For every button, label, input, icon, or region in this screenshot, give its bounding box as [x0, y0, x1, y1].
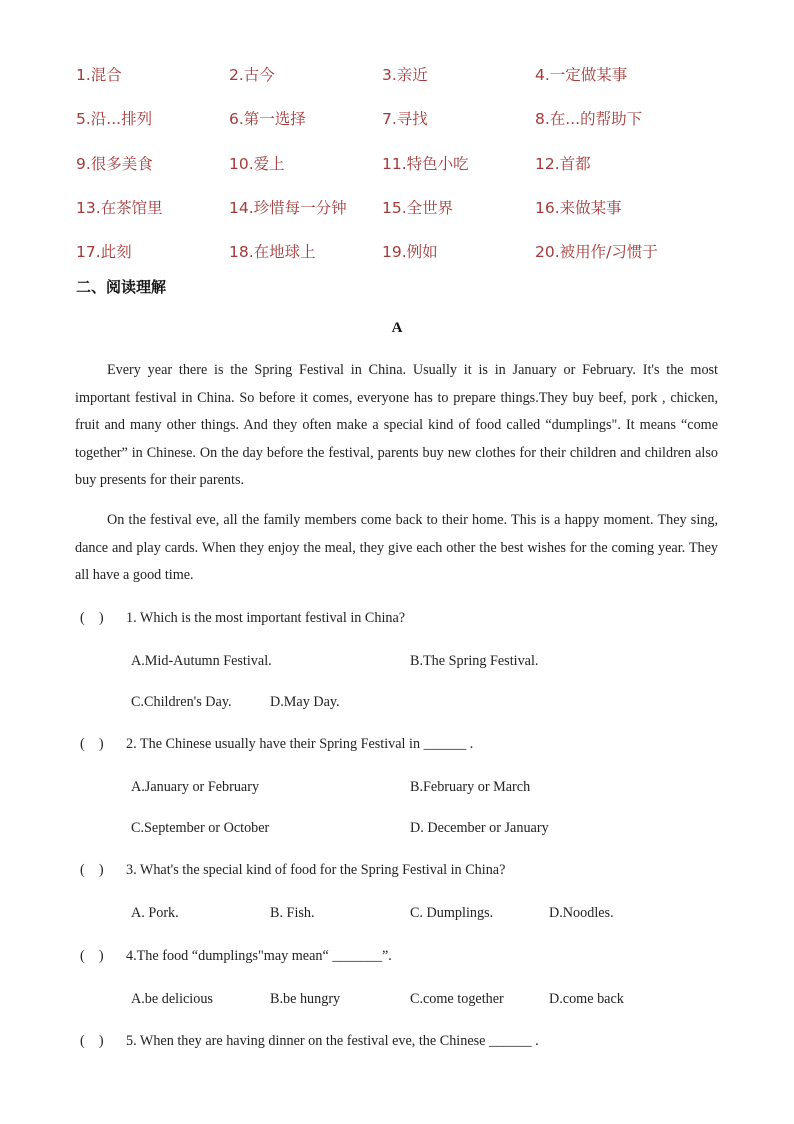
option: B.be hungry: [270, 991, 341, 1007]
answer-blank[interactable]: ( ): [80, 862, 104, 878]
option: A.Mid-Autumn Festival.: [131, 653, 272, 669]
vocab-item: 3.亲近: [382, 66, 428, 85]
question-text: 2. The Chinese usually have their Spring Festival in ______ .: [126, 736, 474, 752]
passage-paragraph: Every year there is the Spring Festival in China. Usually it is in January or February. It's the most important festival in China. So before it comes, everyone has to prepare things.They buy beef, pork , chicken, fruit and many other things. And they often make a special kind of food called “dumplings". It means “come together” in Chinese. On the day before the festival, parents buy new clothes for their children and children also buy presents for their parents.: [75, 362, 718, 488]
answer-blank[interactable]: ( ): [80, 736, 104, 752]
vocab-item: 18.在地球上: [229, 243, 316, 262]
option: D.come back: [549, 991, 624, 1007]
vocab-item: 10.爱上: [229, 154, 285, 173]
vocab-item: 9.很多美食: [76, 154, 153, 173]
passage-paragraph: On the festival eve, all the family members come back to their home. This is a happy moment. They sing, dance and play cards. When they enjoy the meal, they give each other the best wishes for the coming year. They all have a good time.: [75, 512, 718, 583]
option: B.February or March: [410, 779, 531, 795]
vocab-item: 17.此刻: [76, 243, 132, 262]
option: B. Fish.: [270, 905, 315, 921]
vocab-item: 8.在...的帮助下: [535, 110, 643, 129]
vocab-row: [76, 52, 766, 96]
vocab-row: [76, 141, 766, 185]
question: [80, 862, 730, 879]
vocab-item: 5.沿...排列: [76, 110, 153, 129]
answer-blank[interactable]: ( ): [80, 610, 104, 626]
section-title: 二、阅读理解: [76, 278, 167, 296]
option: A.January or February: [131, 779, 260, 795]
question-text: 3. What's the special kind of food for the Spring Festival in China?: [126, 862, 506, 878]
vocab-item: 1.混合: [76, 66, 122, 85]
question: [80, 1033, 730, 1050]
vocab-item: 20.被用作/习惯于: [535, 243, 658, 262]
option: C.September or October: [131, 820, 270, 836]
vocab-item: 19.例如: [382, 243, 438, 262]
option: D.Noodles.: [549, 905, 614, 921]
option: C.come together: [410, 991, 504, 1007]
vocab-item: 6.第一选择: [229, 110, 306, 129]
answer-blank[interactable]: ( ): [80, 1033, 104, 1049]
vocab-item: 2.古今: [229, 66, 275, 85]
option: C.Children's Day.: [131, 694, 232, 710]
question-text: 5. When they are having dinner on the festival eve, the Chinese ______ .: [126, 1033, 539, 1049]
option: B.The Spring Festival.: [410, 653, 539, 669]
vocabulary-grid: [76, 52, 766, 273]
question-text: 1. Which is the most important festival in China?: [126, 610, 406, 626]
vocab-row: [76, 185, 766, 229]
question: [80, 736, 730, 753]
passage-label: A: [391, 320, 403, 336]
vocab-item: 13.在茶馆里: [76, 199, 163, 218]
question-text: 4.The food “dumplings"may mean“ _______”.: [126, 948, 392, 964]
option: C. Dumplings.: [410, 905, 494, 921]
question: [80, 948, 730, 965]
vocab-row: [76, 96, 766, 140]
vocab-item: 16.来做某事: [535, 199, 622, 218]
vocab-item: 14.珍惜每一分钟: [229, 199, 347, 218]
vocab-item: 7.寻找: [382, 110, 428, 129]
vocab-item: 11.特色小吃: [382, 154, 469, 173]
vocab-item: 15.全世界: [382, 199, 454, 218]
vocab-row: [76, 229, 766, 273]
question: [80, 610, 730, 627]
option: A. Pork.: [131, 905, 179, 921]
option: D. December or January: [410, 820, 549, 836]
option: A.be delicious: [131, 991, 213, 1007]
option: D.May Day.: [270, 694, 340, 710]
answer-blank[interactable]: ( ): [80, 948, 104, 964]
vocab-item: 12.首都: [535, 154, 591, 173]
vocab-item: 4.一定做某事: [535, 66, 628, 85]
